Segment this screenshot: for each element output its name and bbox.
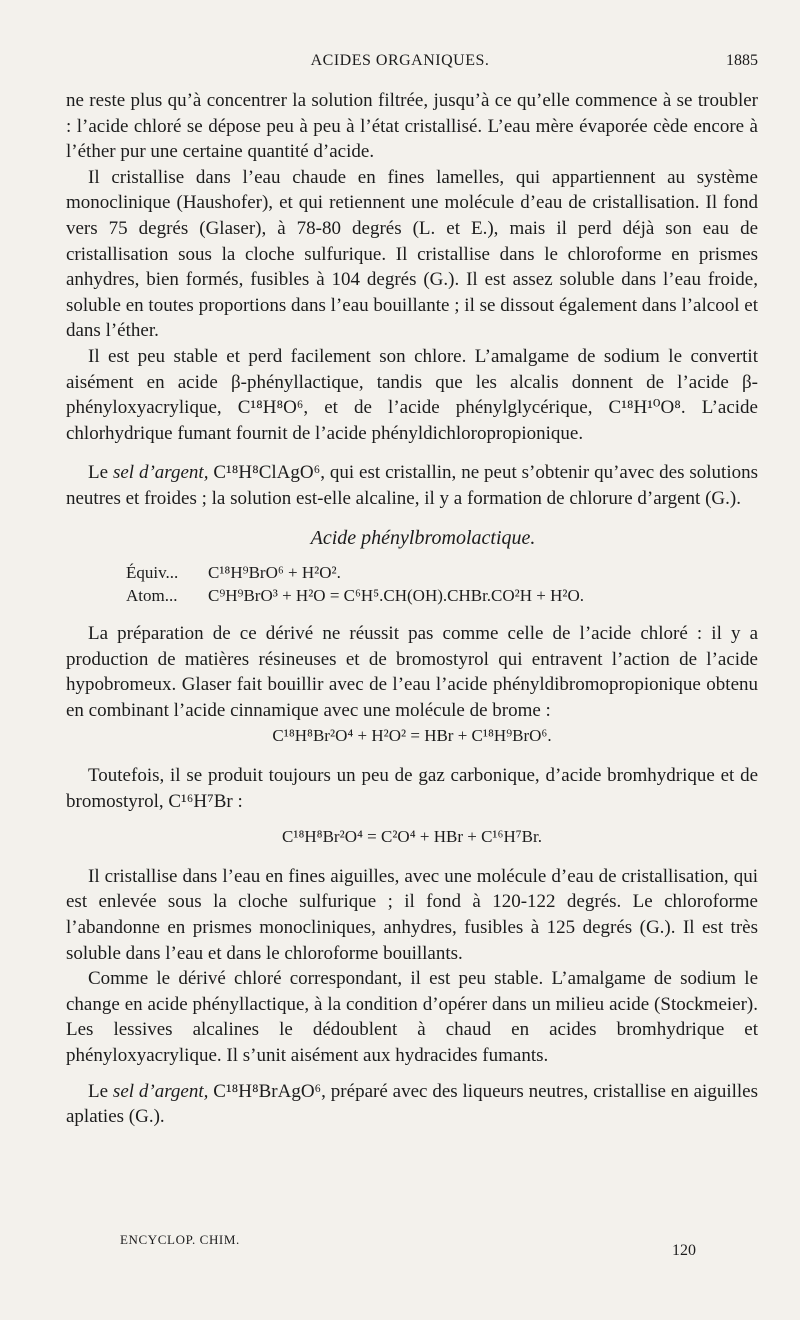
paragraph-8: Comme le dérivé chloré correspondant, il est peu stable. L’amalgame de sodium le change en acide phényllactique, à la condition d’opérer dans un milieu acide (Stockmeier). Les lessives alcalines le dédoublent à chaud en acides bromhydrique et phényloxyacrylique. Il s’unit aisément aux hydracides fumants.: [66, 968, 758, 1066]
formula-block: [66, 561, 758, 607]
p9-rest: C¹⁸H⁸BrAgO⁶, préparé avec des liqueurs neutres, cristallise en aiguilles aplaties (G.).: [66, 1080, 758, 1128]
equiv-row: [66, 561, 758, 584]
paragraph-4: [66, 460, 758, 511]
paragraph-9: [66, 1079, 758, 1130]
atom-formula: C⁹H⁹BrO³ + H²O = C⁶H⁵.CH(OH).CHBr.CO²H + H²O.: [208, 586, 585, 606]
atom-label: Atom...: [126, 586, 178, 606]
section-heading: Acide phénylbromolactique.: [310, 526, 536, 549]
p4-rest: C¹⁸H⁸ClAgO⁶, qui est cristallin, ne peut s’obtenir qu’avec des solutions neutres et froides ; la solution est-elle alcaline, il y a formation de chlorure d’argent (G.).: [66, 462, 758, 509]
equiv-formula: C¹⁸H⁹BrO⁶ + H²O².: [208, 563, 341, 583]
atom-row: [66, 584, 758, 607]
body-text: [66, 88, 758, 1130]
running-header-title: ACIDES ORGANIQUES.: [310, 52, 490, 69]
paragraph-5: La préparation de ce dérivé ne réussit pas comme celle de l’acide chloré : il y a production de matières résineuses et de bromostyrol qui entravent l’action de l’acide hypobromeux. Glaser fait bouillir avec de l’eau l’acide phényldibromopropionique obtenu en combinant l’acide cinnamique avec une molécule de brome :: [66, 623, 758, 721]
paragraph-6: Toutefois, il se produit toujours un peu de gaz carbonique, d’acide bromhydrique et de bromostyrol, C¹⁶H⁷Br :: [66, 765, 758, 812]
formula-1: C¹⁸H⁸Br²O⁴ + H²O² = HBr + C¹⁸H⁹BrO⁶.: [272, 726, 552, 746]
paragraph-7: Il cristallise dans l’eau en fines aiguilles, avec une molécule d’eau de cristallisation, qui est enlevée sous la cloche sulfurique ; il fond à 120-122 degrés. Le chloroforme l’abandonne en prismes monocliniques, anhydres, fusibles à 125 degrés (G.). Il est très soluble dans l’eau et dans le chloroforme bouillants.: [66, 865, 758, 964]
p9-italic: sel d’argent,: [112, 1080, 209, 1102]
footer-signature: ENCYCLOP. CHIM.: [120, 1232, 240, 1247]
paragraph-1: ne reste plus qu’à concentrer la solution filtrée, jusqu’à ce qu’elle commence à se troubler : l’acide chloré se dépose peu à peu à l’état cristallisé. L’eau mère évaporée cède encore à l’éther pur une certaine quantité d’acide.: [66, 90, 758, 163]
p9-lead: Le: [88, 1080, 113, 1102]
p4-lead: Le: [88, 462, 113, 484]
formula-2: C¹⁸H⁸Br²O⁴ = C²O⁴ + HBr + C¹⁶H⁷Br.: [282, 827, 542, 847]
footer-sheet-number: 120: [672, 1242, 696, 1259]
paragraph-3: Il est peu stable et perd facilement son chlore. L’amalgame de sodium le convertit aisément en acide β-phényllactique, tandis que les alcalis donnent de l’acide β-phényloxyacrylique, C¹⁸H⁸O⁶, et de l’acide phénylglycérique, C¹⁸H¹⁰O⁸. L’acide chlorhydrique fumant fournit de l’acide phényldichloropropionique.: [66, 345, 758, 444]
page-number: 1885: [726, 52, 758, 69]
p4-italic: sel d’argent,: [112, 462, 209, 484]
equiv-label: Équiv...: [126, 563, 179, 583]
paragraph-2: Il cristallise dans l’eau chaude en fines lamelles, qui appartiennent au système monoclinique (Haushofer), et qui retiennent une molécule d’eau de cristallisation. Il fond vers 75 degrés (Glaser), à 78-80 degrés (L. et E.), mais il perd déjà son eau de cristallisation sous la cloche sulfurique. Il cristallise dans le chloroforme en prismes anhydres, bien formés, fusibles à 104 degrés (G.). Il est assez soluble dans l’eau froide, soluble en toutes proportions dans l’eau bouillante ; il se dissout également dans l’alcool et dans l’éther.: [66, 166, 758, 342]
